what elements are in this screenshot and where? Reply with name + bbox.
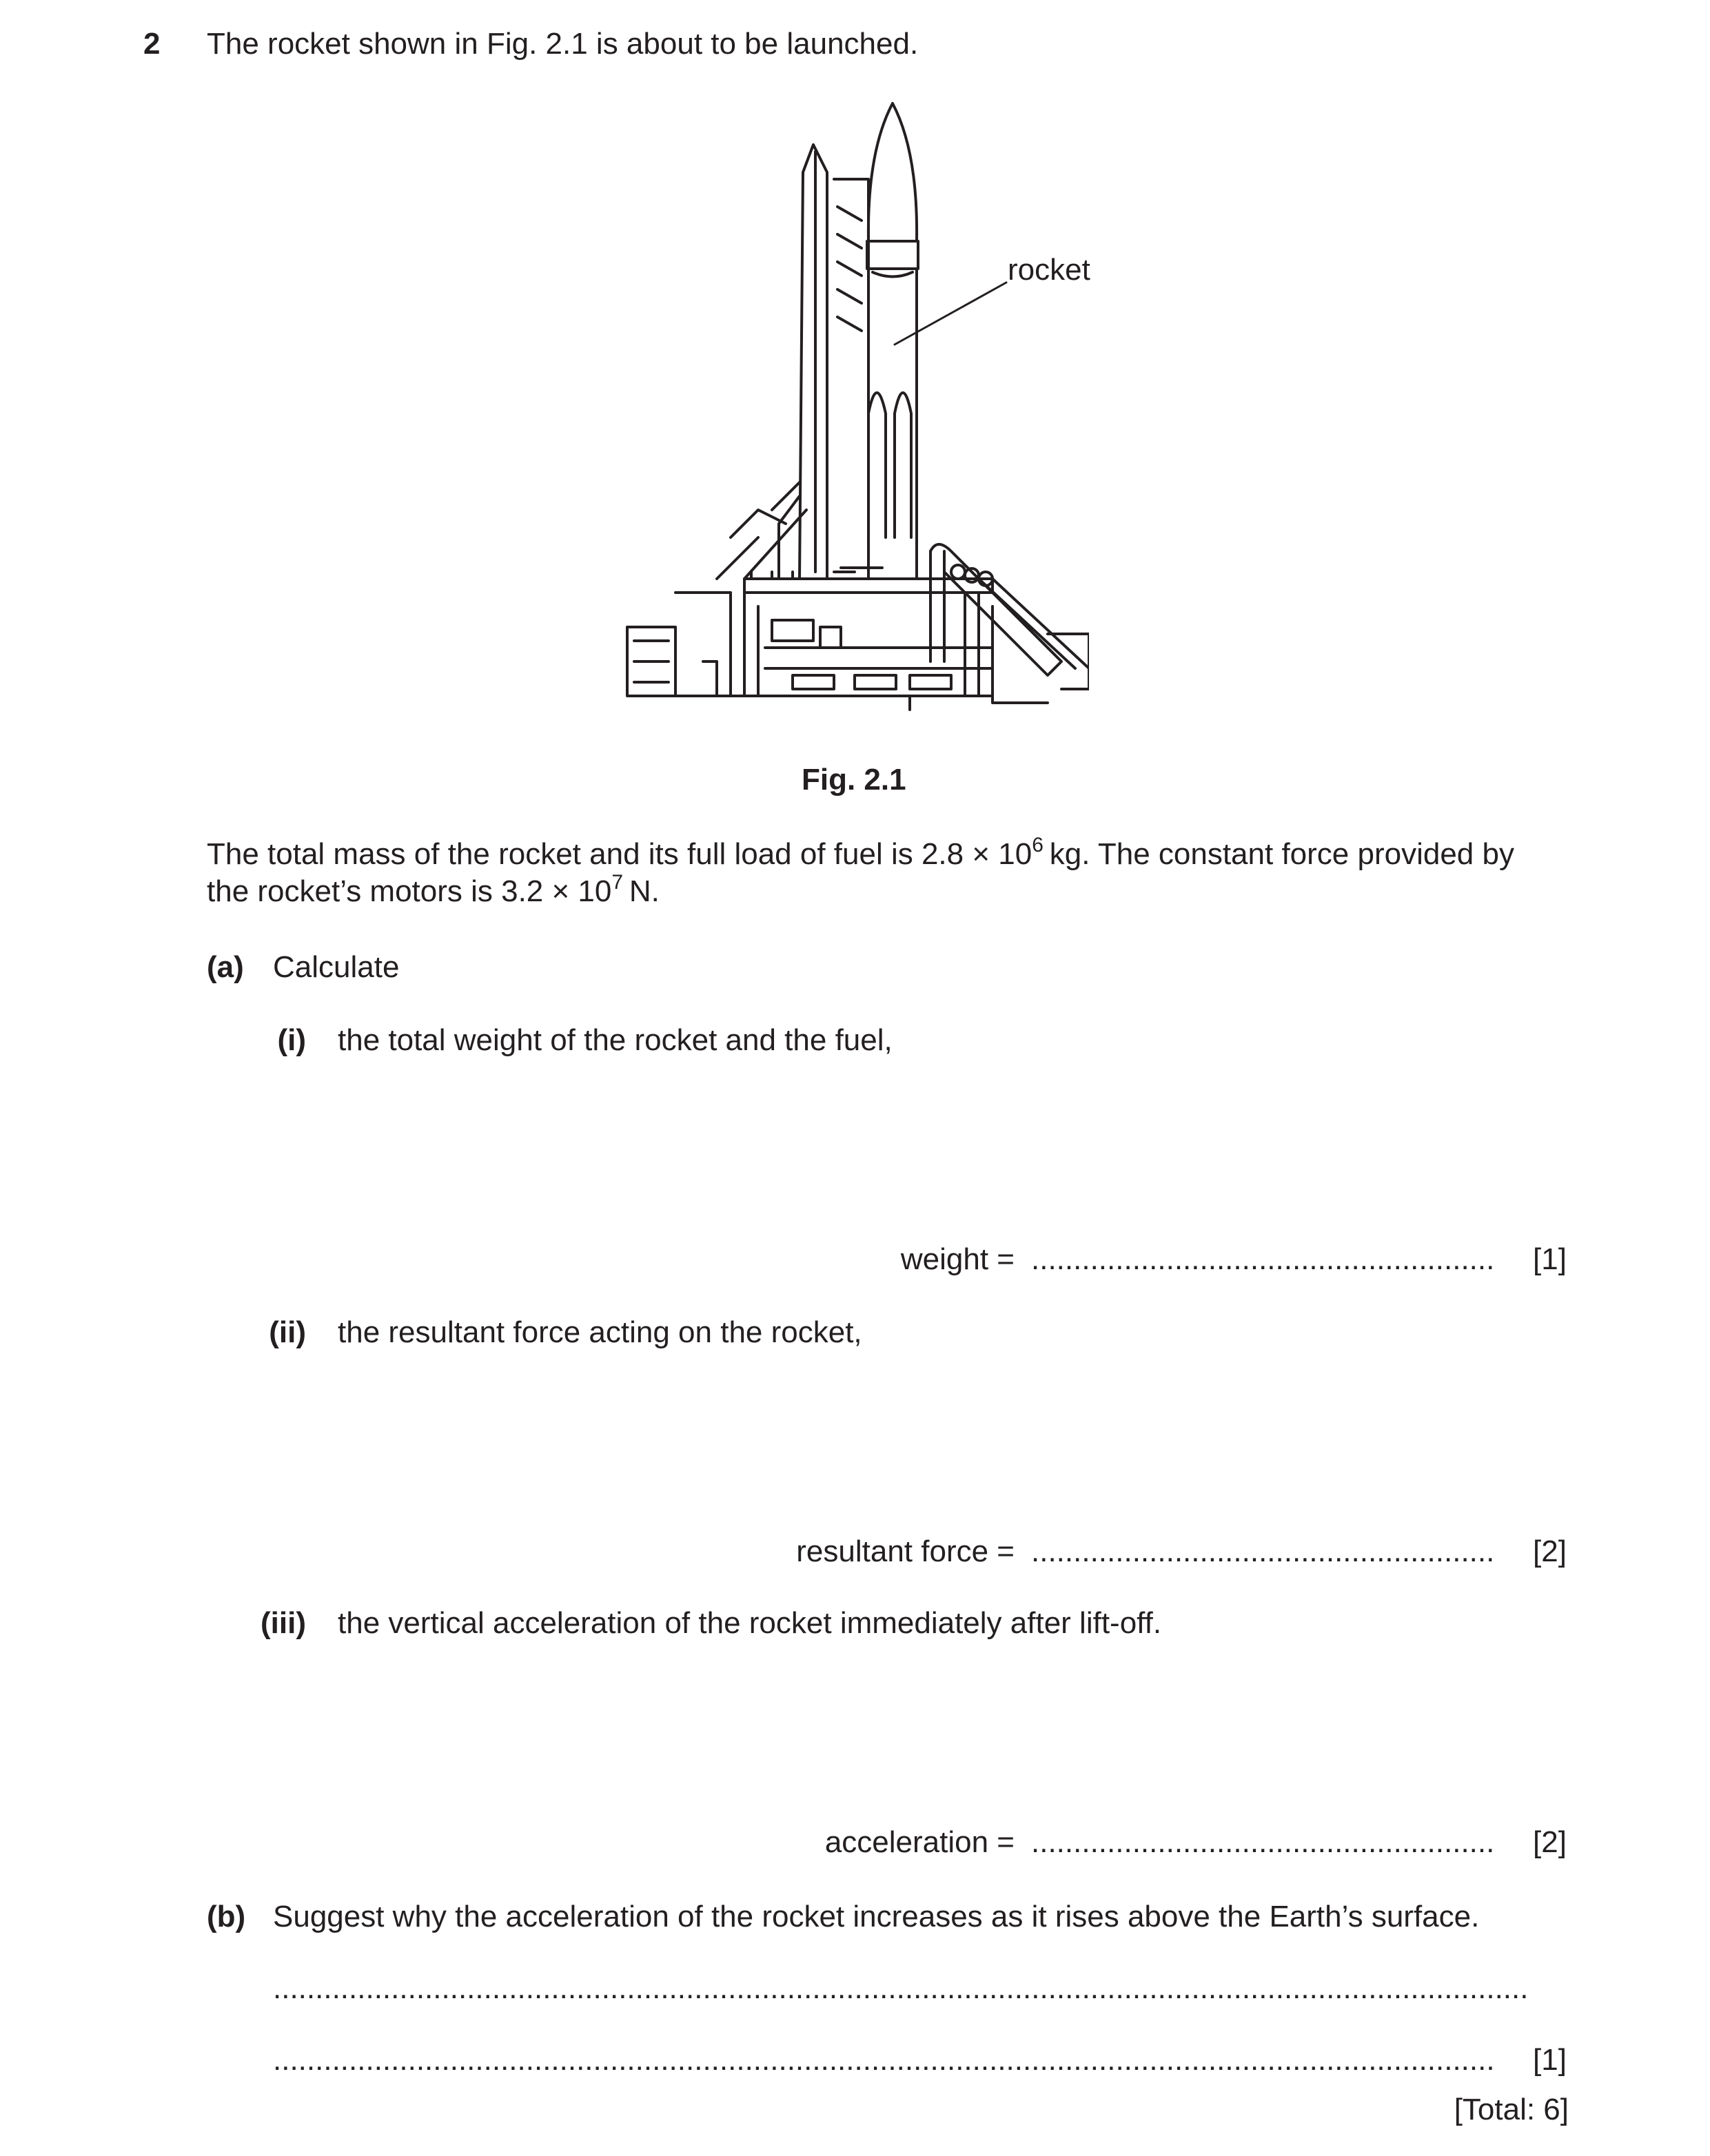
subpart-ii-label: (ii) <box>269 1315 306 1349</box>
question-intro: The rocket shown in Fig. 2.1 is about to be launched. <box>207 27 919 61</box>
stem-line-1-exponent: 6 <box>1032 834 1044 856</box>
resultant-force-answer-label: resultant force = <box>796 1534 1015 1568</box>
subpart-i-text: the total weight of the rocket and the fuel, <box>338 1023 893 1057</box>
acceleration-answer-field[interactable]: ....................................................... <box>1031 1827 1495 1858</box>
stem-line-1 <box>207 834 1514 871</box>
figure-caption: Fig. 2.1 <box>802 763 906 797</box>
part-b-answer-line-2[interactable]: ................................................................................................................................................. <box>273 2045 1495 2075</box>
part-b-label: (b) <box>207 1900 246 1933</box>
part-a-label: (a) <box>207 950 244 984</box>
resultant-force-answer-field[interactable]: ....................................................... <box>1031 1537 1495 1567</box>
subpart-iii-label: (iii) <box>261 1606 306 1640</box>
rocket-figure <box>607 96 1089 717</box>
part-b-marks: [1] <box>1533 2043 1567 2077</box>
stem-line-1-text-2: kg. The constant force provided by <box>1049 837 1514 871</box>
stem-line-2 <box>207 871 660 908</box>
part-b-text: Suggest why the acceleration of the rocket increases as it rises above the Earth’s surface. <box>273 1900 1480 1933</box>
resultant-force-marks: [2] <box>1533 1534 1567 1568</box>
stem-line-1-text: The total mass of the rocket and its full load of fuel is 2.8 × 10 <box>207 837 1032 871</box>
stem-line-2-exponent: 7 <box>611 871 624 894</box>
acceleration-answer-label: acceleration = <box>824 1825 1015 1859</box>
subpart-iii-text: the vertical acceleration of the rocket immediately after lift-off. <box>338 1606 1162 1640</box>
weight-marks: [1] <box>1533 1242 1567 1276</box>
total-marks: [Total: 6] <box>1454 2093 1569 2126</box>
figure-label-rocket: rocket <box>1008 253 1090 287</box>
part-b-answer-line-1[interactable]: ..................................................................................................................................................... <box>273 1973 1529 2004</box>
part-a-text: Calculate <box>273 950 400 984</box>
subpart-ii-text: the resultant force acting on the rocket, <box>338 1315 862 1349</box>
stem-line-2-text-2: N. <box>629 874 660 908</box>
acceleration-marks: [2] <box>1533 1825 1567 1859</box>
stem-line-2-text: the rocket’s motors is 3.2 × 10 <box>207 874 612 908</box>
weight-answer-label: weight = <box>900 1242 1015 1276</box>
question-number: 2 <box>143 27 161 61</box>
weight-answer-field[interactable]: ....................................................... <box>1031 1244 1495 1275</box>
subpart-i-label: (i) <box>277 1023 306 1057</box>
